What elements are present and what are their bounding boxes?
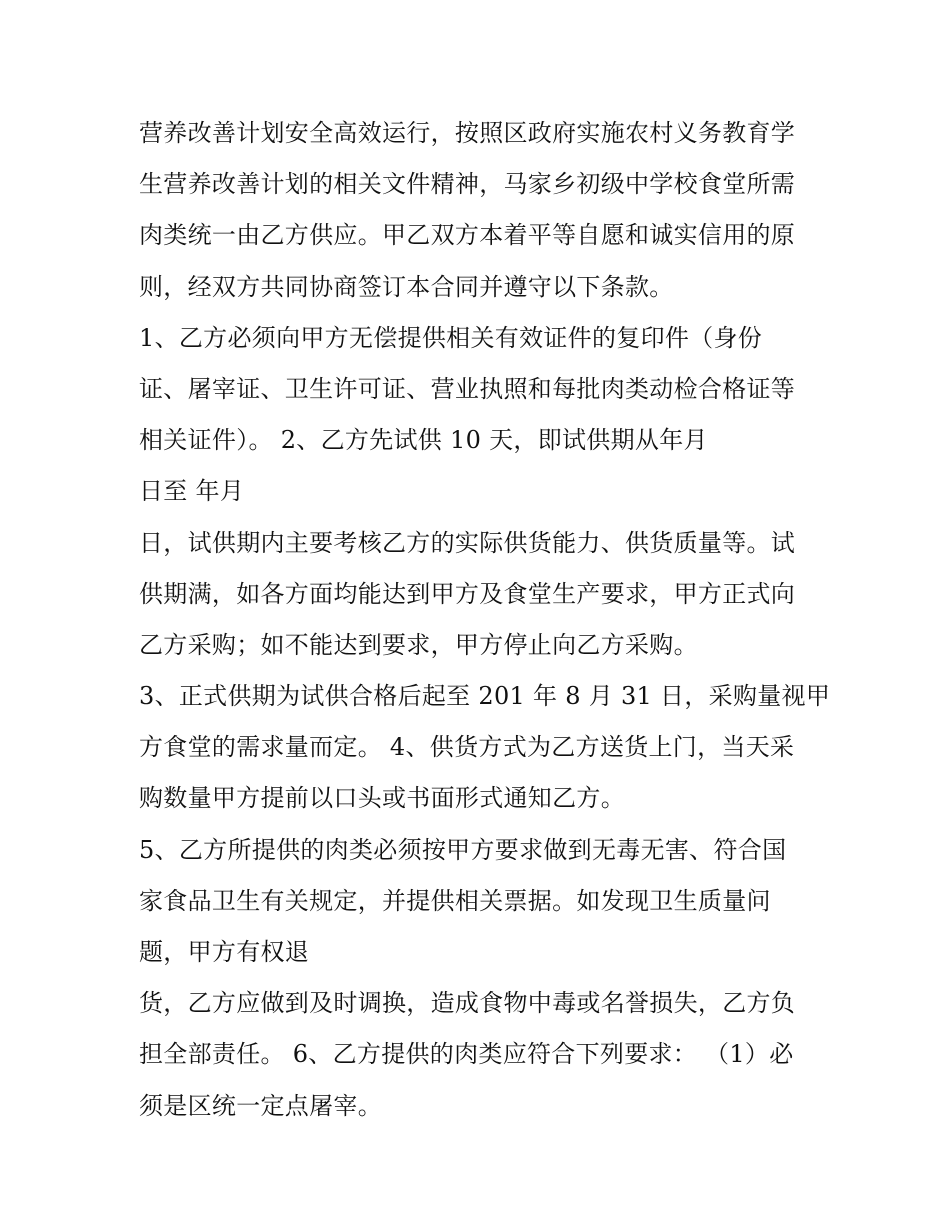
text-line: 5、乙方所提供的肉类必须按甲方要求做到无毒无害、符合国: [139, 835, 787, 864]
text-line: 日，试供期内主要考核乙方的实际供货能力、供货质量等。试: [139, 528, 796, 557]
document-body: [139, 108, 831, 1132]
text-line: 相关证件）。 2、乙方先试供 10 天，即试供期从年月: [139, 426, 708, 455]
text-line: 则，经双方共同协商签订本合同并遵守以下条款。: [139, 272, 674, 301]
text-line: 证、屠宰证、卫生许可证、营业执照和每批肉类动检合格证等: [139, 374, 796, 403]
text-line: 3、正式供期为试供合格后起至 201 年 8 月 31 日，采购量视甲: [139, 682, 831, 711]
text-line: 肉类统一由乙方供应。甲乙双方本着平等自愿和诚实信用的原: [139, 221, 796, 250]
text-line: 题，甲方有权退: [139, 938, 310, 966]
text-line: 乙方采购；如不能达到要求，甲方停止向乙方采购。: [139, 630, 698, 659]
text-line: 家食品卫生有关规定，并提供相关票据。如发现卫生质量问: [139, 886, 771, 915]
text-line: 1、乙方必须向甲方无偿提供相关有效证件的复印件（身份: [139, 323, 763, 352]
text-line: 购数量甲方提前以口头或书面形式通知乙方。: [139, 784, 625, 813]
text-line: 供期满，如各方面均能达到甲方及食堂生产要求，甲方正式向: [139, 579, 796, 608]
text-line: 担全部责任。 6、乙方提供的肉类应符合下列要求： （1）必: [139, 1040, 794, 1069]
text-line: 生营养改善计划的相关文件精神，马家乡初级中学校食堂所需: [139, 170, 796, 199]
text-line: 日至 年月: [139, 477, 245, 506]
text-line: 方食堂的需求量而定。 4、供货方式为乙方送货上门，当天采: [139, 733, 795, 762]
text-line: 营养改善计划安全高效运行，按照区政府实施农村义务教育学: [139, 119, 796, 147]
text-line: 货，乙方应做到及时调换，造成食物中毒或名誉损失，乙方负: [139, 989, 796, 1018]
text-line: 须是区统一定点屠宰。: [139, 1091, 382, 1120]
